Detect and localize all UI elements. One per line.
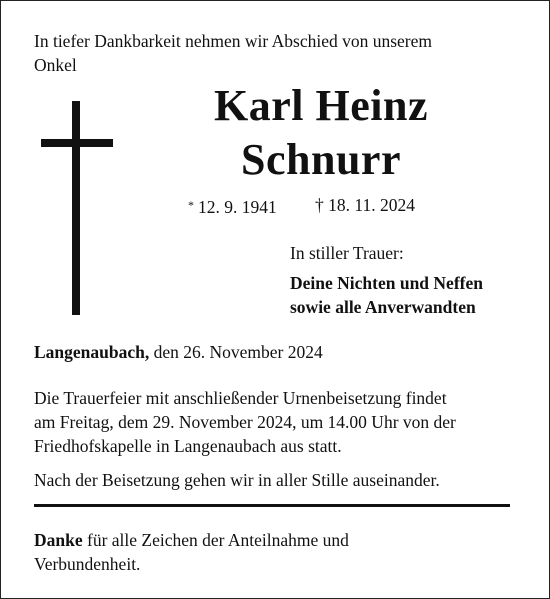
place-name: Langenaubach, xyxy=(34,342,150,362)
thanks-rest: für alle Zeichen der Anteilnahme und xyxy=(87,530,349,550)
mourners-list xyxy=(290,271,530,319)
death-date: † 18. 11. 2024 xyxy=(315,195,415,215)
cross-vertical-bar xyxy=(72,101,80,315)
obituary-date: den 26. November 2024 xyxy=(153,342,323,362)
birth-star-symbol: * xyxy=(188,198,194,212)
intro-line-1: In tiefer Dankbarkeit nehmen wir Abschied von unserem xyxy=(34,31,432,51)
mourners-line-2: sowie alle Anverwandten xyxy=(290,297,476,317)
thanks-line-1 xyxy=(34,528,494,552)
deceased-name xyxy=(151,79,491,187)
divider-rule xyxy=(34,504,510,507)
name-line-1: Karl Heinz xyxy=(214,81,428,130)
service-line-1: Die Trauerfeier mit anschließender Urnenbeisetzung findet xyxy=(34,388,447,408)
thanks-bold: Danke xyxy=(34,530,83,550)
service-line-2: am Freitag, dem 29. November 2024, um 14.00 Uhr von der xyxy=(34,412,456,432)
birth-date-block xyxy=(188,194,277,218)
intro-text xyxy=(34,29,524,77)
burial-note: Nach der Beisetzung gehen wir in aller Stille auseinander. xyxy=(34,470,440,490)
cross-horizontal-bar xyxy=(41,139,113,147)
mourners-line-1: Deine Nichten und Neffen xyxy=(290,273,483,293)
thanks-line-2: Verbundenheit. xyxy=(34,554,141,574)
birth-date: 12. 9. 1941 xyxy=(198,197,277,217)
mourning-intro: In stiller Trauer: xyxy=(290,243,404,263)
intro-line-2: Onkel xyxy=(34,55,77,75)
name-line-2: Schnurr xyxy=(241,135,401,184)
service-line-3: Friedhofskapelle in Langenaubach aus statt. xyxy=(34,436,342,456)
thanks-text xyxy=(34,528,494,576)
place-and-date xyxy=(34,340,524,364)
service-details xyxy=(34,386,524,458)
